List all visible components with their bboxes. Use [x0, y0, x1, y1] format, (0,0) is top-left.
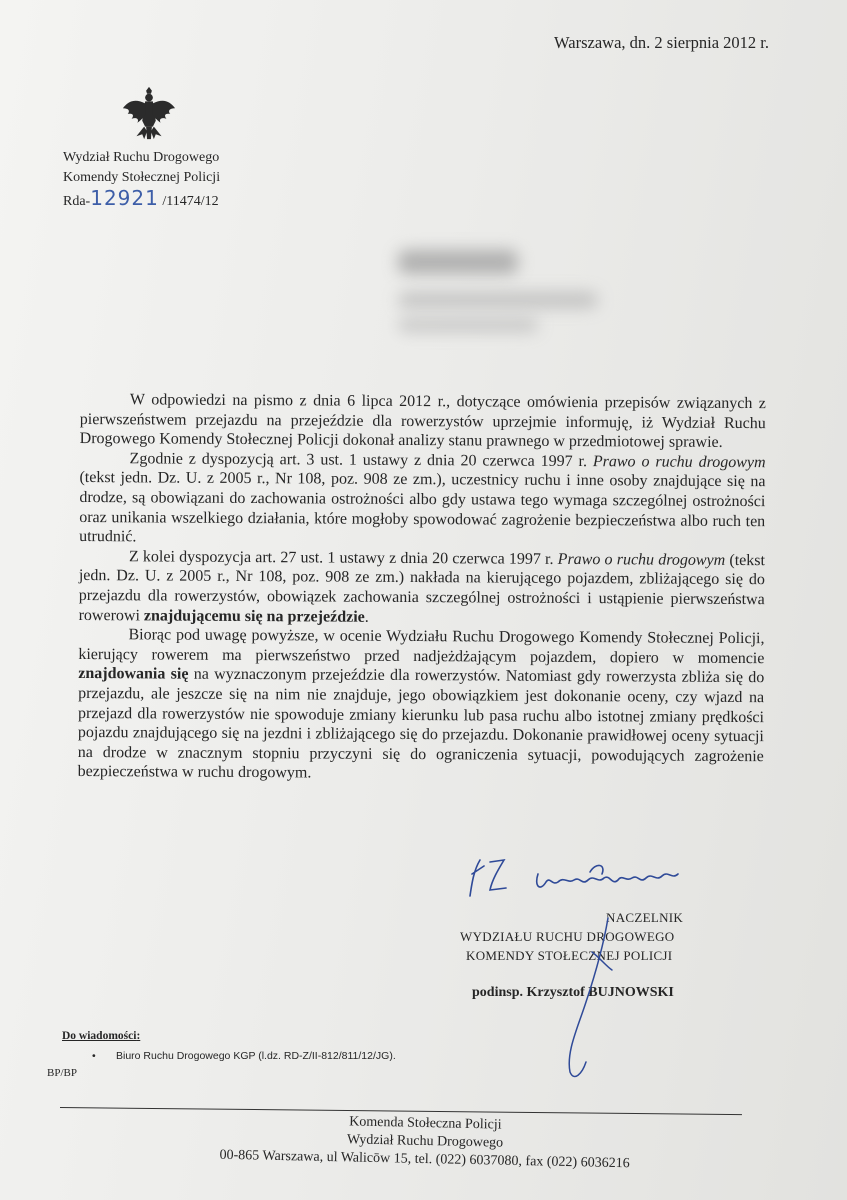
- reference-suffix: /11474/12: [158, 194, 219, 209]
- emphasis-text: znajdowania się: [78, 665, 189, 683]
- signatory-department: WYDZIAŁU RUCHU DROGOWEGO: [460, 929, 675, 944]
- sender-department: Wydział Ruchu Drogowego: [63, 150, 220, 165]
- letterhead-footer: [179, 1110, 670, 1174]
- body-paragraph-3: [79, 547, 765, 630]
- sender-block: [63, 148, 220, 212]
- redacted-recipient-city-line: [398, 318, 538, 332]
- paragraph-text: Zgodnie z dyspozycją art. 3 ust. 1 ustawy z dnia 20 czerwca 1997 r.: [129, 450, 593, 470]
- statute-title: Prawo o ruchu drogowym: [557, 550, 726, 569]
- author-initials: BP/BP: [47, 1067, 77, 1079]
- body-paragraph-2: [79, 449, 766, 551]
- footer-department: Wydział Ruchu Drogowego: [346, 1132, 504, 1151]
- cc-heading-colon: :: [136, 1030, 141, 1042]
- redacted-recipient-name: [398, 250, 518, 274]
- cc-heading-text: Do wiadomości: [62, 1030, 137, 1042]
- signatory-command: KOMENDY STOŁECZNEJ POLICJI: [466, 948, 673, 963]
- paragraph-text: Z kolei dyspozycja art. 27 ust. 1 ustawy z dnia 20 czerwca 1997 r.: [128, 548, 558, 568]
- signatory-surname: BUJNOWSKI: [588, 985, 674, 1000]
- redacted-recipient-address-line: [398, 292, 598, 308]
- sender-command: Komendy Stołecznej Policji: [63, 170, 221, 185]
- handwritten-signature-icon: [460, 852, 700, 902]
- letter-body: [78, 390, 766, 786]
- emphasis-text: znajdującemu się na przejeździe: [143, 606, 365, 626]
- polish-eagle-emblem-icon: [120, 85, 178, 143]
- paragraph-text: na wyznaczonym przejeździe dla rowerzystów. Natomiast gdy rowerzysta zbliża się do przejazdu, ale jeszcze się na nim nie znajduje, jego obowiązkiem jest dokonanie oceny, czy wjazd na przejazd dla rowerzystów nie spowoduje zmiany kierunku lub pasa ruchu albo istotnej zmiany prędkości pojazdu znajdującego się na jezdni i zbliżającego się do przejazdu. Dokonanie prawidłowej oceny sytuacji na drodze w znacznym stopniu przyczyni się do ograniczenia sytuacji, powodujących zagrożenie bezpieczeństwa w ruchu drogowym.: [77, 665, 765, 782]
- footer-institution: Komenda Stołeczna Policji: [349, 1114, 502, 1133]
- reference-handwritten-number: 12921: [90, 186, 159, 210]
- paragraph-text: (tekst jedn. Dz. U. z 2005 r., Nr 108, poz. 908 ze zm.), uczestnicy ruchu i inne osoby znajdujące się na drodze, są obowiązani do zachowania ostrożności albo gdy ustawa tego wymaga szczególnej ostrożności oraz unikania wszelkiego działania, które mogłoby spowodować zagrożenie bezpieczeństwa albo ruch ten utrudnić.: [79, 469, 766, 546]
- letter-date: Warszawa, dn. 2 sierpnia 2012 r.: [554, 33, 769, 52]
- reference-number: [63, 188, 220, 212]
- paragraph-text: .: [364, 608, 369, 626]
- signature-stroke-icon: [556, 912, 636, 1082]
- signatory-rank-and-first-name: podinsp. Krzysztof: [472, 985, 589, 1000]
- paragraph-text: Biorąc pod uwagę powyższe, w ocenie Wydziału Ruchu Drogowego Komendy Stołecznej Policji, kierujący rowerem ma pierwszeństwo przed nadjeżdżającym pojazdem, dopiero w momencie: [78, 626, 765, 667]
- signatory-title: NACZELNIK: [606, 910, 684, 925]
- cc-heading: [62, 1030, 140, 1042]
- body-paragraph-1: W odpowiedzi na pismo z dnia 6 lipca 2012 r., dotyczące omówienia przepisów związanych z pierwszeństwem przejazdu na przejeździe dla rowerzystów uprzejmie informuję, iż Wydział Ruchu Drogowego Komendy Stołecznej Policji dokonał analizy stanu prawnego w przedmiotowej sprawie.: [79, 391, 766, 452]
- footer-address-contact: 00-865 Warszawa, ul Walicōw 15, tel. (022) 6037080, fax (022) 6036216: [219, 1147, 630, 1172]
- reference-prefix: Rda-: [63, 194, 91, 209]
- paragraph-text: (tekst jedn. Dz. U. z 2005 r., Nr 108, poz. 908 ze zm.) nakłada na kierującego pojazdem, zbliżającego się do przejazdu dla rowerzystów, obowiązek zachowania szczególnej ostrożności i ustąpienie pierwszeństwa rowerowi: [78, 551, 766, 624]
- cc-list-item: [92, 1050, 396, 1062]
- statute-title: Prawo o ruchu drogowym: [592, 452, 766, 471]
- bullet-icon: •: [92, 1050, 96, 1062]
- cc-recipient: Biuro Ruchu Drogowego KGP (l.dz. RD-Z/II-812/811/12/JG).: [116, 1050, 396, 1062]
- body-paragraph-4: [78, 625, 765, 786]
